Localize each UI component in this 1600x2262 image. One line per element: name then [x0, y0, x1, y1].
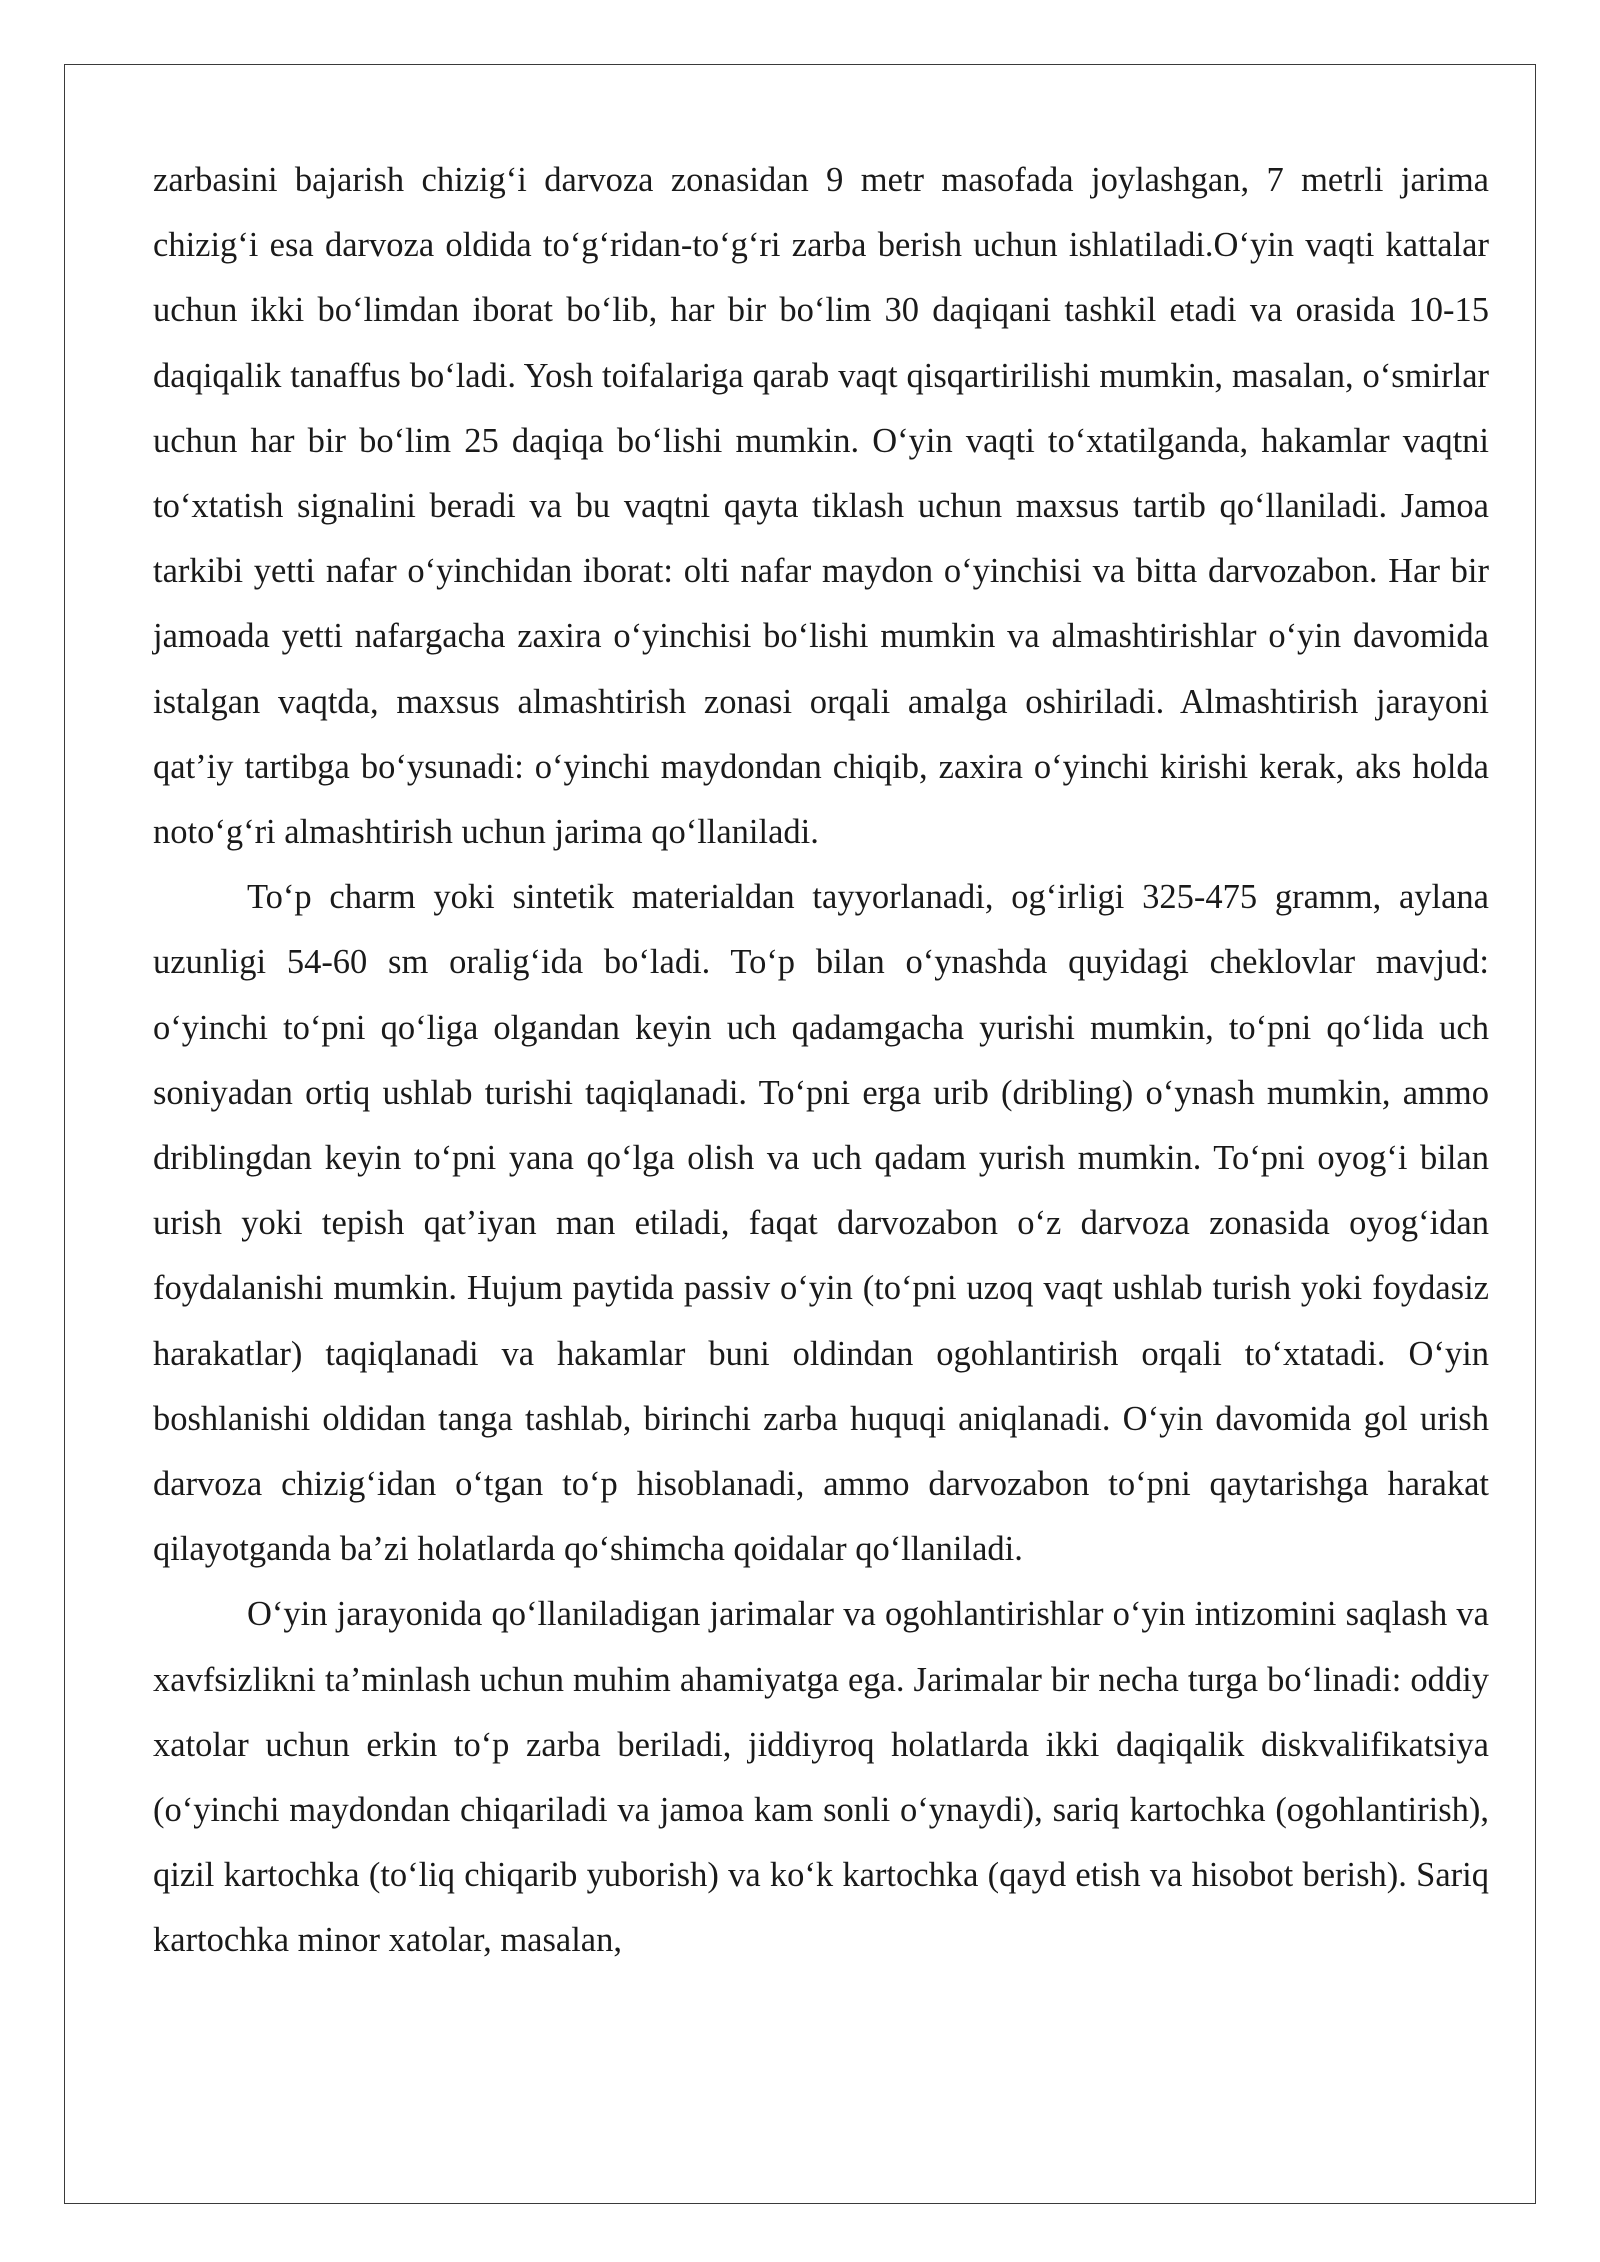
paragraph-3: O‘yin jarayonida qo‘llaniladigan jarimalar va ogohlantirishlar o‘yin intizomini saqlash va xavfsizlikni ta’minlash uchun muhim ahamiyatga ega. Jarimalar bir necha turga bo‘linadi: oddiy xatolar uchun erkin to‘p zarba beriladi, jiddiyroq holatlarda ikki daqiqalik diskvalifikatsiya (o‘yinchi maydondan chiqariladi va jamoa kam sonli o‘ynaydi), sariq kartochka (ogohlantirish), qizil kartochka (to‘liq chiqarib yuborish) va ko‘k kartochka (qayd etish va hisobot berish). Sariq kartochka minor xatolar, masalan, — [153, 1595, 1489, 1960]
paragraph-1: zarbasini bajarish chizig‘i darvoza zonasidan 9 metr masofada joylashgan, 7 metrli jarima chizig‘i esa darvoza oldida to‘g‘ridan-to‘g‘ri zarba berish uchun ishlatiladi.O‘yin vaqti kattalar uchun ikki bo‘limdan iborat bo‘lib, har bir bo‘lim 30 daqiqani tashkil etadi va orasida 10-15 daqiqalik tanaffus bo‘ladi. Yosh toifalariga qarab vaqt qisqartirilishi mumkin, masalan, o‘smirlar uchun har bir bo‘lim 25 daqiqa bo‘lishi mumkin. O‘yin vaqti to‘xtatilganda, hakamlar vaqtni to‘xtatish signalini beradi va bu vaqtni qayta tiklash uchun maxsus tartib qo‘llaniladi. Jamoa tarkibi yetti nafar o‘yinchidan iborat: olti nafar maydon o‘yinchisi va bitta darvozabon. Har bir jamoada yetti nafargacha zaxira o‘yinchisi bo‘lishi mumkin va almashtirishlar o‘yin davomida istalgan vaqtda, maxsus almashtirish zonasi orqali amalga oshiriladi. Almashtirish jarayoni qat’iy tartibga bo‘ysunadi: o‘yinchi maydondan chiqib, zaxira o‘yinchi kirishi kerak, aks holda noto‘g‘ri almashtirish uchun jarima qo‘llaniladi. — [153, 161, 1489, 852]
document-body — [153, 148, 1489, 1974]
paragraph-2: To‘p charm yoki sintetik materialdan tayyorlanadi, og‘irligi 325-475 gramm, aylana uzunligi 54-60 sm oralig‘ida bo‘ladi. To‘p bilan o‘ynashda quyidagi cheklovlar mavjud: o‘yinchi to‘pni qo‘liga olgandan keyin uch qadamgacha yurishi mumkin, to‘pni qo‘lida uch soniyadan ortiq ushlab turishi taqiqlanadi. To‘pni erga urib (dribling) o‘ynash mumkin, ammo driblingdan keyin to‘pni yana qo‘lga olish va uch qadam yurish mumkin. To‘pni oyog‘i bilan urish yoki tepish qat’iyan man etiladi, faqat darvozabon o‘z darvoza zonasida oyog‘idan foydalanishi mumkin. Hujum paytida passiv o‘yin (to‘pni uzoq vaqt ushlab turish yoki foydasiz harakatlar) taqiqlanadi va hakamlar buni oldindan ogohlantirish orqali to‘xtatadi. O‘yin boshlanishi oldidan tanga tashlab, birinchi zarba huquqi aniqlanadi. O‘yin davomida gol urish darvoza chizig‘idan o‘tgan to‘p hisoblanadi, ammo darvozabon to‘pni qaytarishga harakat qilayotganda ba’zi holatlarda qo‘shimcha qoidalar qo‘llaniladi. — [153, 878, 1489, 1569]
